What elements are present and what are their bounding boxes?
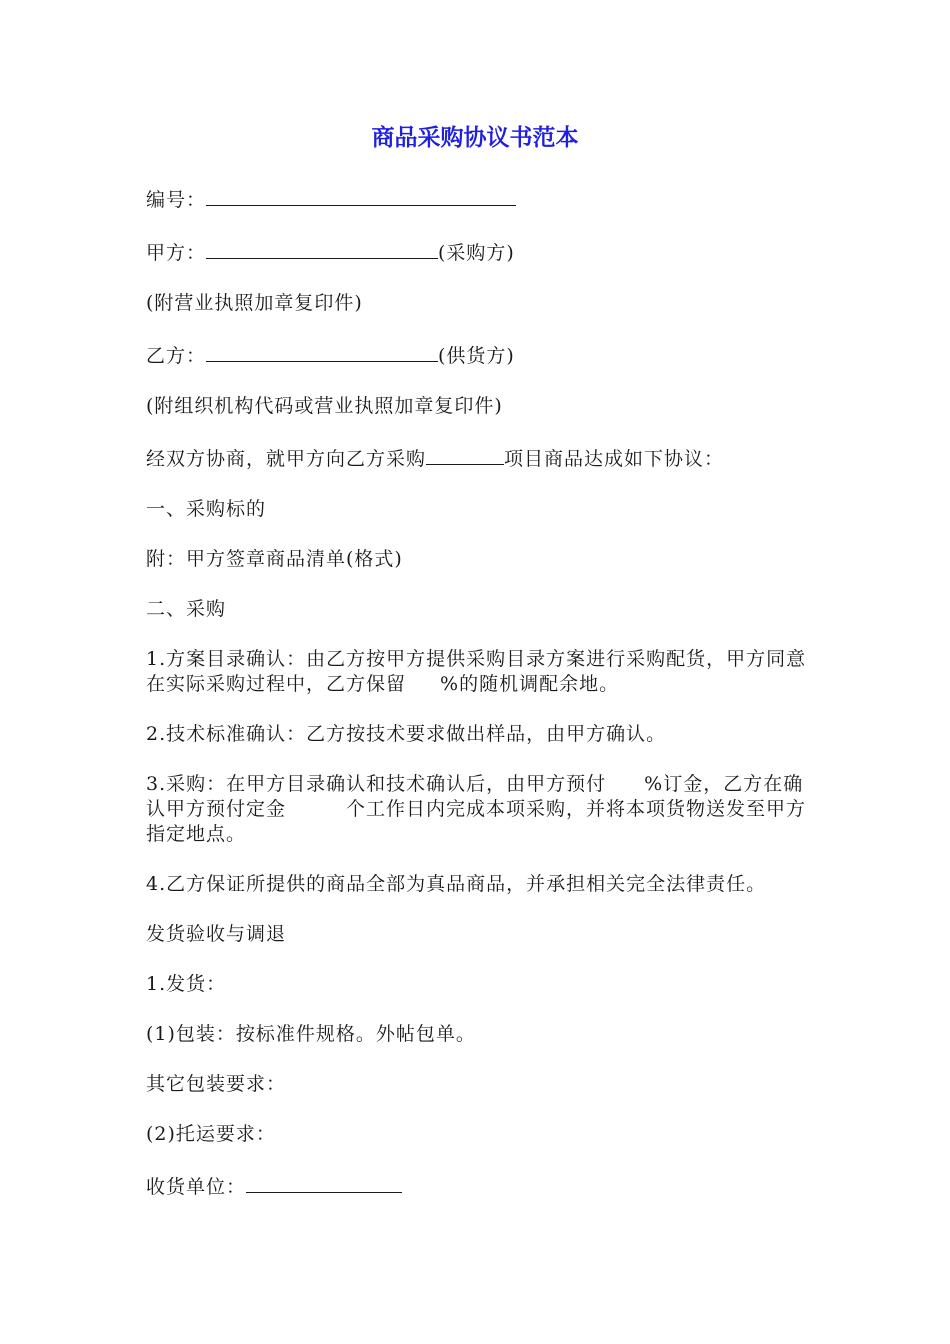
party-b-blank <box>206 341 438 362</box>
section-2-heading: 二、采购 <box>146 598 227 620</box>
other-pack-line: 其它包装要求： <box>146 1073 287 1095</box>
item-3-text-middle: %订金，乙方在确认甲方预付定金 <box>146 773 804 820</box>
item-3-paragraph <box>146 772 814 847</box>
consign-line: (2)托运要求： <box>146 1123 276 1145</box>
attachment-line: 附：甲方签章商品清单(格式) <box>146 548 403 570</box>
receiver-line <box>146 1172 814 1200</box>
item-4-paragraph: 4.乙方保证所提供的商品全部为真品商品，并承担相关完全法律责任。 <box>146 873 767 895</box>
party-a-note: (附营业执照加章复印件) <box>146 292 363 314</box>
project-blank <box>426 444 504 465</box>
document-title: 商品采购协议书范本 <box>371 125 579 151</box>
pack-line: (1)包装：按标准件规格。外帖包单。 <box>146 1023 476 1045</box>
item-2-paragraph: 2.技术标准确认：乙方按技术要求做出样品，由甲方确认。 <box>146 723 667 745</box>
number-label: 编号： <box>146 189 207 211</box>
party-b-label: 乙方： <box>146 345 207 367</box>
party-b-note: (附组织机构代码或营业执照加章复印件) <box>146 395 503 417</box>
intro-text-end: 项目商品达成如下协议： <box>504 448 725 470</box>
item-3-text-end: 个工作日内完成本项采购，并将本项货物送发至甲方指定地点。 <box>146 798 807 845</box>
document-body <box>146 185 814 1225</box>
item-3-text-start: 3.采购：在甲方目录确认和技术确认后，由甲方预付 <box>146 773 607 795</box>
intro-paragraph <box>146 444 814 472</box>
item-1-text-start: 1.方案目录确认：由乙方按甲方提供采购目录方案进行采购配货，甲方同意在实际采购过程中，乙方保留 <box>146 648 807 695</box>
party-a-role: (采购方) <box>438 242 515 264</box>
section-1-heading: 一、采购标的 <box>146 498 267 520</box>
party-a-label: 甲方： <box>146 242 207 264</box>
ship-line: 1.发货： <box>146 973 227 995</box>
item-1-text-end: %的随机调配余地。 <box>440 673 620 695</box>
party-b-role: (供货方) <box>438 345 515 367</box>
receiver-label: 收货单位： <box>146 1176 247 1198</box>
party-b-line <box>146 341 814 369</box>
section-3-heading: 发货验收与调退 <box>146 923 287 945</box>
intro-text-start: 经双方协商，就甲方向乙方采购 <box>146 448 427 470</box>
party-a-blank <box>206 238 438 259</box>
party-a-line <box>146 238 814 266</box>
number-line <box>146 185 814 213</box>
number-blank <box>206 185 516 206</box>
receiver-blank <box>246 1172 402 1193</box>
item-1-paragraph <box>146 647 814 697</box>
